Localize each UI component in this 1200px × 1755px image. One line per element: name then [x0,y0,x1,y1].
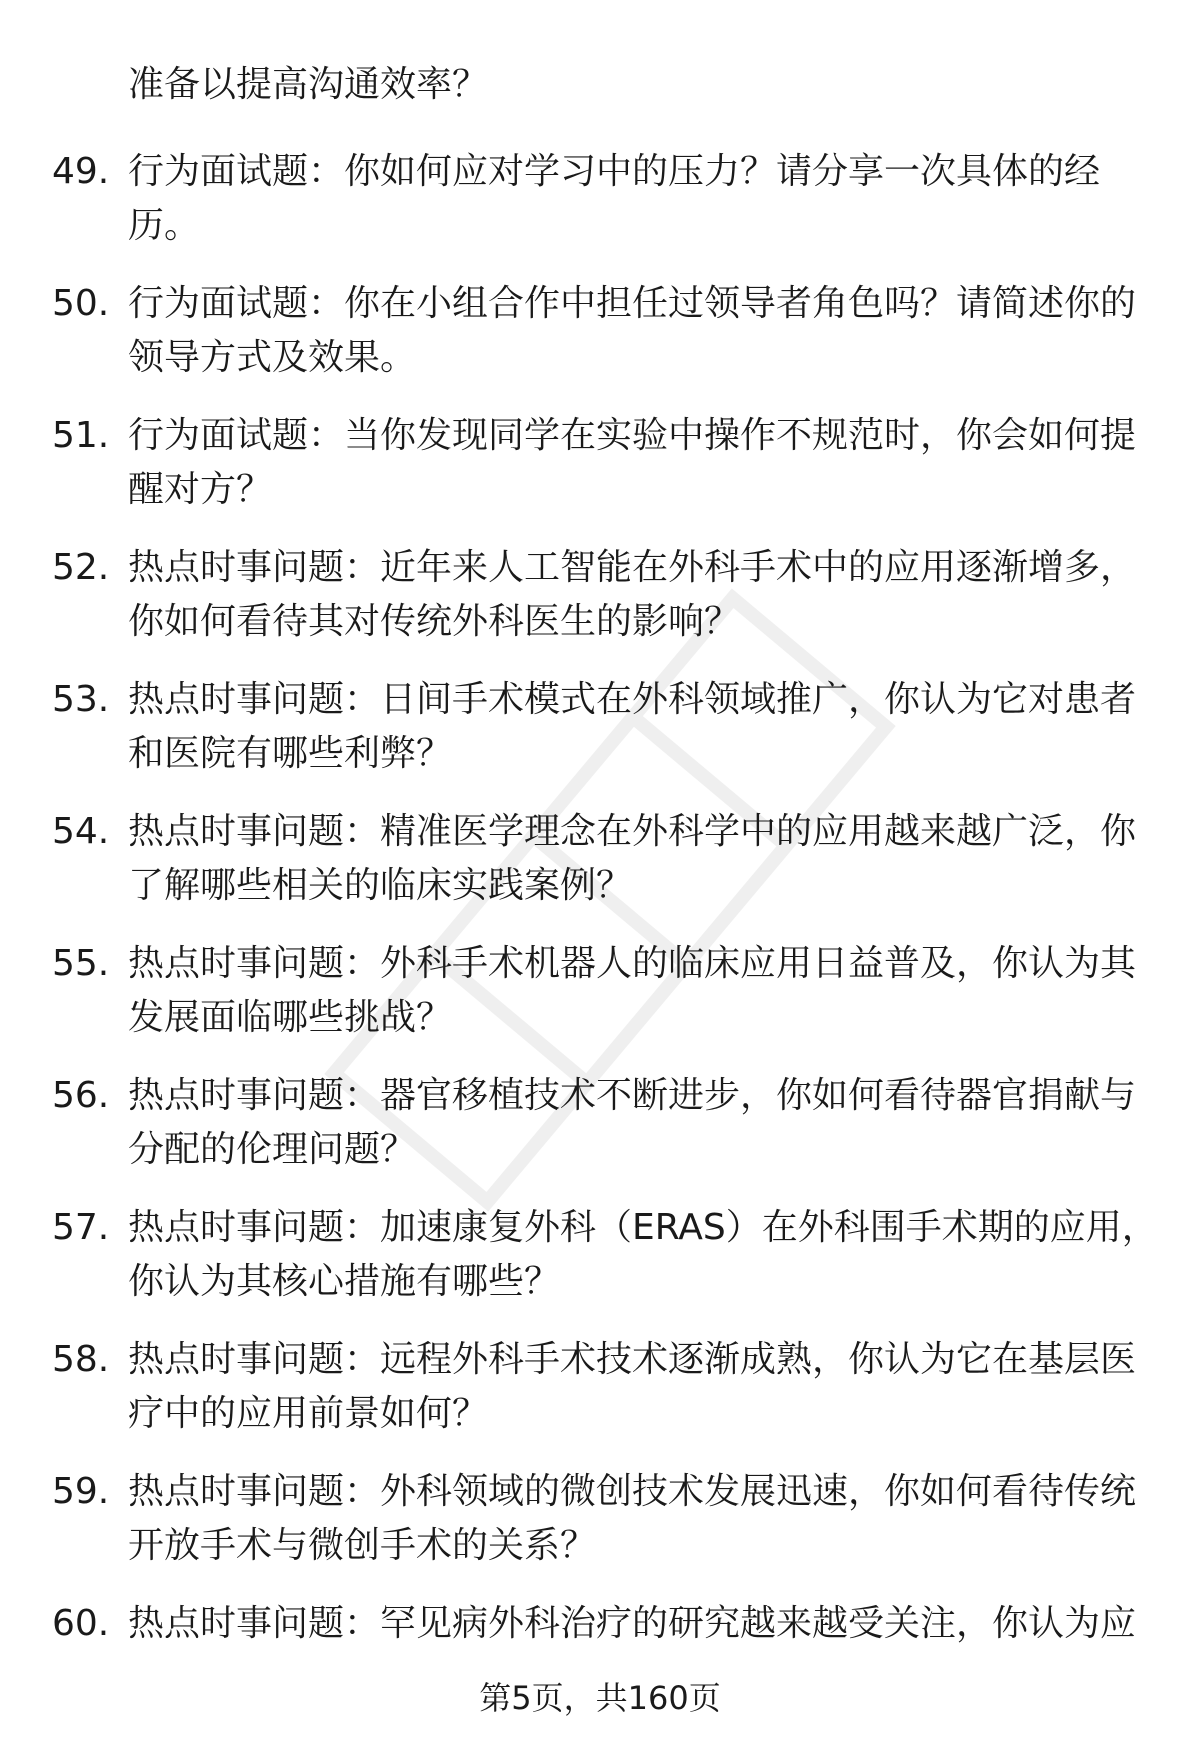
question-item [0,673,1200,781]
question-text-line: 疗中的应用前景如何？ [128,1393,489,1434]
question-number: 49. [52,151,110,192]
question-item [0,937,1200,1045]
question-number: 53. [52,679,110,720]
question-item [0,409,1200,517]
question-text-line: 热点时事问题：外科领域的微创技术发展迅速，你如何看待传统 [128,1471,1137,1512]
question-text-line: 热点时事问题：日间手术模式在外科领域推广，你认为它对患者 [128,679,1137,720]
question-number: 55. [52,943,110,984]
question-number: 57. [52,1207,110,1248]
question-item [0,1333,1200,1441]
question-text-line: 历。 [128,205,201,246]
page-footer: 第5页，共160页 [479,1679,721,1717]
question-item [0,805,1200,913]
question-number: 54. [52,811,110,852]
question-text-line: 热点时事问题：精准医学理念在外科学中的应用越来越广泛，你 [128,811,1137,852]
question-number: 58. [52,1339,110,1380]
question-item [0,277,1200,385]
question-text-line: 和医院有哪些利弊？ [128,733,453,774]
question-item [0,1069,1200,1177]
question-text-line: 分配的伦理问题？ [128,1129,417,1170]
question-text-line: 行为面试题：当你发现同学在实验中操作不规范时，你会如何提 [128,415,1137,456]
question-number: 60. [52,1603,110,1644]
question-text-line: 热点时事问题：加速康复外科（ERAS）在外科围手术期的应用， [128,1207,1158,1248]
question-item [0,1201,1200,1309]
continuation-text: 准备以提高沟通效率？ [128,64,489,105]
question-text-line: 行为面试题：你在小组合作中担任过领导者角色吗？请简述你的 [128,283,1137,324]
question-text-line: 行为面试题：你如何应对学习中的压力？请分享一次具体的经 [128,151,1101,192]
question-text-line: 发展面临哪些挑战？ [128,997,453,1038]
question-item [0,145,1200,253]
question-text-line: 热点时事问题：罕见病外科治疗的研究越来越受关注，你认为应 [128,1603,1137,1644]
question-text-line: 热点时事问题：远程外科手术技术逐渐成熟，你认为它在基层医 [128,1339,1137,1380]
question-text-line: 开放手术与微创手术的关系？ [128,1525,597,1566]
question-text-line: 你如何看待其对传统外科医生的影响？ [128,601,741,642]
question-list [0,145,1200,1729]
question-text-line: 了解哪些相关的临床实践案例？ [128,865,633,906]
question-item [0,541,1200,649]
question-text-line: 热点时事问题：外科手术机器人的临床应用日益普及，你认为其 [128,943,1137,984]
question-number: 51. [52,415,110,456]
question-text-line: 醒对方？ [128,469,273,510]
question-text-line: 热点时事问题：器官移植技术不断进步，你如何看待器官捐献与 [128,1075,1137,1116]
question-number: 59. [52,1471,110,1512]
question-number: 52. [52,547,110,588]
question-text-line: 领导方式及效果。 [128,337,417,378]
question-number: 50. [52,283,110,324]
question-number: 56. [52,1075,110,1116]
question-text-line: 热点时事问题：近年来人工智能在外科手术中的应用逐渐增多， [128,547,1137,588]
question-text-line: 你认为其核心措施有哪些？ [128,1261,561,1302]
question-item [0,1465,1200,1573]
